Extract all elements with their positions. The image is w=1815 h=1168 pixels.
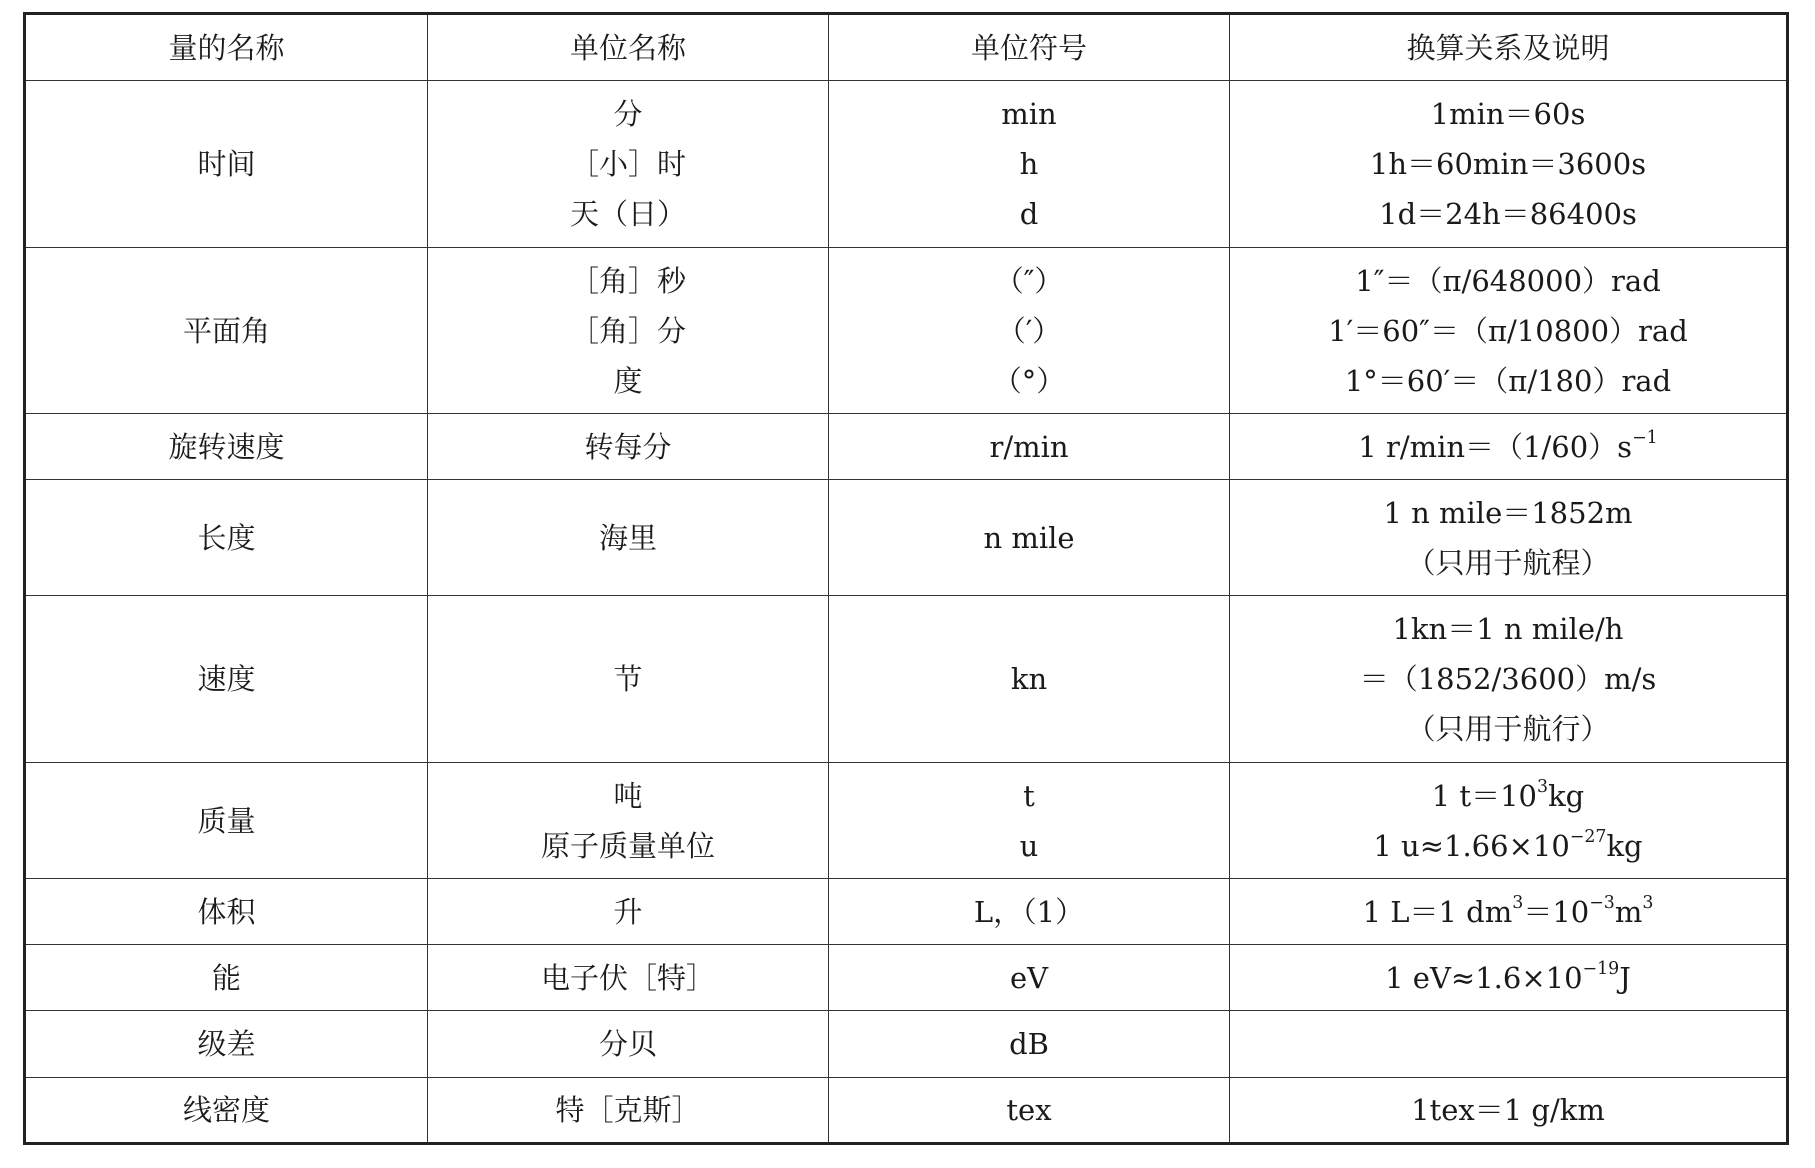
table-row <box>25 81 1788 248</box>
quantity-name-cell <box>25 81 428 248</box>
unit-symbol-cell <box>829 596 1230 763</box>
unit-name: 原子质量单位 <box>540 828 715 863</box>
unit-name-cell <box>428 480 829 596</box>
conversion-cell <box>1230 1078 1788 1144</box>
unit-name: 分 <box>613 97 643 131</box>
conversion-text: J <box>1619 960 1631 995</box>
unit-symbol: d <box>1019 197 1039 231</box>
quantity-name-cell <box>25 596 428 763</box>
unit-name: 吨 <box>613 778 643 813</box>
conversion-line <box>1230 189 1786 239</box>
quantity-name: 平面角 <box>182 313 270 348</box>
quantity-name-cell <box>25 1011 428 1078</box>
conversion-text: 1h＝60min＝3600s <box>1369 147 1647 181</box>
conversion-line <box>1230 306 1786 356</box>
conversion-text: 1 L＝1 dm <box>1362 894 1513 929</box>
conversion-cell <box>1230 248 1788 414</box>
conversion-line <box>1230 488 1786 538</box>
unit-name: 海里 <box>598 520 657 555</box>
quantity-name: 线密度 <box>182 1093 270 1127</box>
conversion-line <box>1230 704 1786 754</box>
unit-name-cell <box>428 1078 829 1144</box>
quantity-name: 质量 <box>197 803 256 838</box>
conversion-text: 1 u≈1.66×10 <box>1373 828 1570 863</box>
table-row <box>25 248 1788 414</box>
quantity-name: 体积 <box>197 894 256 929</box>
superscript-exponent: 3 <box>1512 892 1524 913</box>
conversion-line <box>1230 604 1786 654</box>
unit-name: ［角］秒 <box>569 263 686 298</box>
conversion-line <box>1230 771 1786 821</box>
table-row <box>25 596 1788 763</box>
unit-symbol: min <box>1001 97 1057 131</box>
conversion-line <box>1230 821 1786 871</box>
unit-symbol: r/min <box>989 429 1069 464</box>
conversion-text: 1tex＝1 g/km <box>1411 1093 1605 1127</box>
conversion-cell <box>1230 879 1788 945</box>
unit-name: 电子伏［特］ <box>540 960 715 995</box>
table-body <box>25 81 1788 1144</box>
conversion-text: ＝10 <box>1523 894 1590 929</box>
conversion-line <box>1230 356 1786 406</box>
conversion-line <box>1230 654 1786 704</box>
superscript-exponent: −27 <box>1569 826 1607 847</box>
quantity-name: 时间 <box>197 147 256 181</box>
unit-name-cell <box>428 763 829 879</box>
header-conversion-notes: 换算关系及说明 <box>1230 14 1788 81</box>
conversion-text: ＝（1852/3600）m/s <box>1359 662 1657 696</box>
unit-name-cell <box>428 414 829 480</box>
conversion-text: 1″＝（π/648000）rad <box>1355 263 1661 298</box>
conversion-text: 1 r/min＝（1/60）s <box>1358 429 1633 464</box>
superscript-exponent: −19 <box>1582 958 1620 979</box>
unit-symbol: n mile <box>983 520 1075 555</box>
table-row <box>25 480 1788 596</box>
conversion-line <box>1230 1085 1786 1135</box>
table-row <box>25 1078 1788 1144</box>
table-row <box>25 763 1788 879</box>
table-row <box>25 879 1788 945</box>
superscript-exponent: −3 <box>1589 892 1615 913</box>
conversion-text: kg <box>1548 778 1585 813</box>
unit-name-cell <box>428 596 829 763</box>
unit-name: 天（日） <box>569 197 686 231</box>
quantity-name: 长度 <box>197 520 256 555</box>
conversion-text: m <box>1614 894 1643 929</box>
conversion-cell <box>1230 1011 1788 1078</box>
header-unit-name: 单位名称 <box>428 14 829 81</box>
unit-name: 分贝 <box>598 1027 657 1061</box>
unit-name: ［角］分 <box>569 313 686 348</box>
conversion-text: 1′＝60″＝（π/10800）rad <box>1328 313 1688 348</box>
unit-symbol: dB <box>1009 1027 1049 1061</box>
unit-symbol: L，（1） <box>973 894 1085 929</box>
table-header <box>25 14 1788 81</box>
conversion-text: （只用于航程） <box>1406 545 1610 580</box>
units-conversion-table <box>23 12 1789 1145</box>
header-unit-symbol: 单位符号 <box>829 14 1230 81</box>
conversion-text: 1°＝60′＝（π/180）rad <box>1344 363 1672 398</box>
unit-symbol: （′） <box>996 313 1062 348</box>
header-row <box>25 14 1788 81</box>
conversion-line <box>1230 139 1786 189</box>
quantity-name-cell <box>25 480 428 596</box>
conversion-line <box>1230 256 1786 306</box>
conversion-text: 1d＝24h＝86400s <box>1379 197 1637 231</box>
unit-symbol-cell <box>829 763 1230 879</box>
unit-name: ［小］时 <box>569 147 686 181</box>
conversion-cell <box>1230 945 1788 1011</box>
unit-symbol-cell <box>829 945 1230 1011</box>
conversion-cell <box>1230 763 1788 879</box>
conversion-cell <box>1230 81 1788 248</box>
unit-symbol: （″） <box>994 263 1064 298</box>
unit-name: 特［克斯］ <box>555 1093 701 1127</box>
unit-name-cell <box>428 1011 829 1078</box>
unit-symbol-cell <box>829 248 1230 414</box>
unit-name: 节 <box>613 662 643 696</box>
unit-symbol: eV <box>1009 960 1049 995</box>
unit-symbol-cell <box>829 81 1230 248</box>
unit-symbol-cell <box>829 414 1230 480</box>
unit-name-cell <box>428 81 829 248</box>
unit-name-cell <box>428 945 829 1011</box>
quantity-name-cell <box>25 879 428 945</box>
unit-name: 转每分 <box>584 429 672 464</box>
unit-symbol: kn <box>1010 662 1048 696</box>
conversion-line <box>1230 953 1786 1003</box>
superscript-exponent: 3 <box>1642 892 1654 913</box>
conversion-line <box>1230 887 1786 937</box>
conversion-line <box>1230 422 1786 472</box>
unit-symbol: u <box>1019 828 1039 863</box>
unit-symbol: （°） <box>992 363 1066 398</box>
unit-symbol-cell <box>829 480 1230 596</box>
unit-name-cell <box>428 879 829 945</box>
table-row <box>25 414 1788 480</box>
unit-symbol: tex <box>1006 1093 1052 1127</box>
unit-symbol-cell <box>829 1078 1230 1144</box>
quantity-name: 旋转速度 <box>168 429 285 464</box>
unit-symbol: t <box>1023 778 1035 813</box>
quantity-name: 速度 <box>197 662 256 696</box>
quantity-name: 能 <box>211 960 241 995</box>
conversion-text: 1 eV≈1.6×10 <box>1385 960 1583 995</box>
conversion-text: （只用于航行） <box>1406 712 1610 746</box>
conversion-line <box>1230 89 1786 139</box>
unit-name-cell <box>428 248 829 414</box>
conversion-cell <box>1230 596 1788 763</box>
quantity-name-cell <box>25 945 428 1011</box>
unit-name: 升 <box>613 894 643 929</box>
conversion-text: 1min＝60s <box>1430 97 1586 131</box>
table-row <box>25 945 1788 1011</box>
conversion-text: 1kn＝1 n mile/h <box>1392 612 1624 646</box>
conversion-text: kg <box>1606 828 1643 863</box>
superscript-exponent: −1 <box>1632 427 1658 448</box>
quantity-name-cell <box>25 1078 428 1144</box>
conversion-text: 1 t＝10 <box>1431 778 1537 813</box>
unit-name: 度 <box>613 363 643 398</box>
unit-symbol: h <box>1019 147 1039 181</box>
conversion-cell <box>1230 480 1788 596</box>
header-quantity-name: 量的名称 <box>25 14 428 81</box>
table-row <box>25 1011 1788 1078</box>
quantity-name-cell <box>25 248 428 414</box>
quantity-name-cell <box>25 763 428 879</box>
unit-symbol-cell <box>829 1011 1230 1078</box>
conversion-line <box>1230 538 1786 588</box>
superscript-exponent: 3 <box>1537 776 1549 797</box>
conversion-cell <box>1230 414 1788 480</box>
quantity-name: 级差 <box>197 1027 256 1061</box>
quantity-name-cell <box>25 414 428 480</box>
unit-symbol-cell <box>829 879 1230 945</box>
conversion-text: 1 n mile＝1852m <box>1383 495 1633 530</box>
